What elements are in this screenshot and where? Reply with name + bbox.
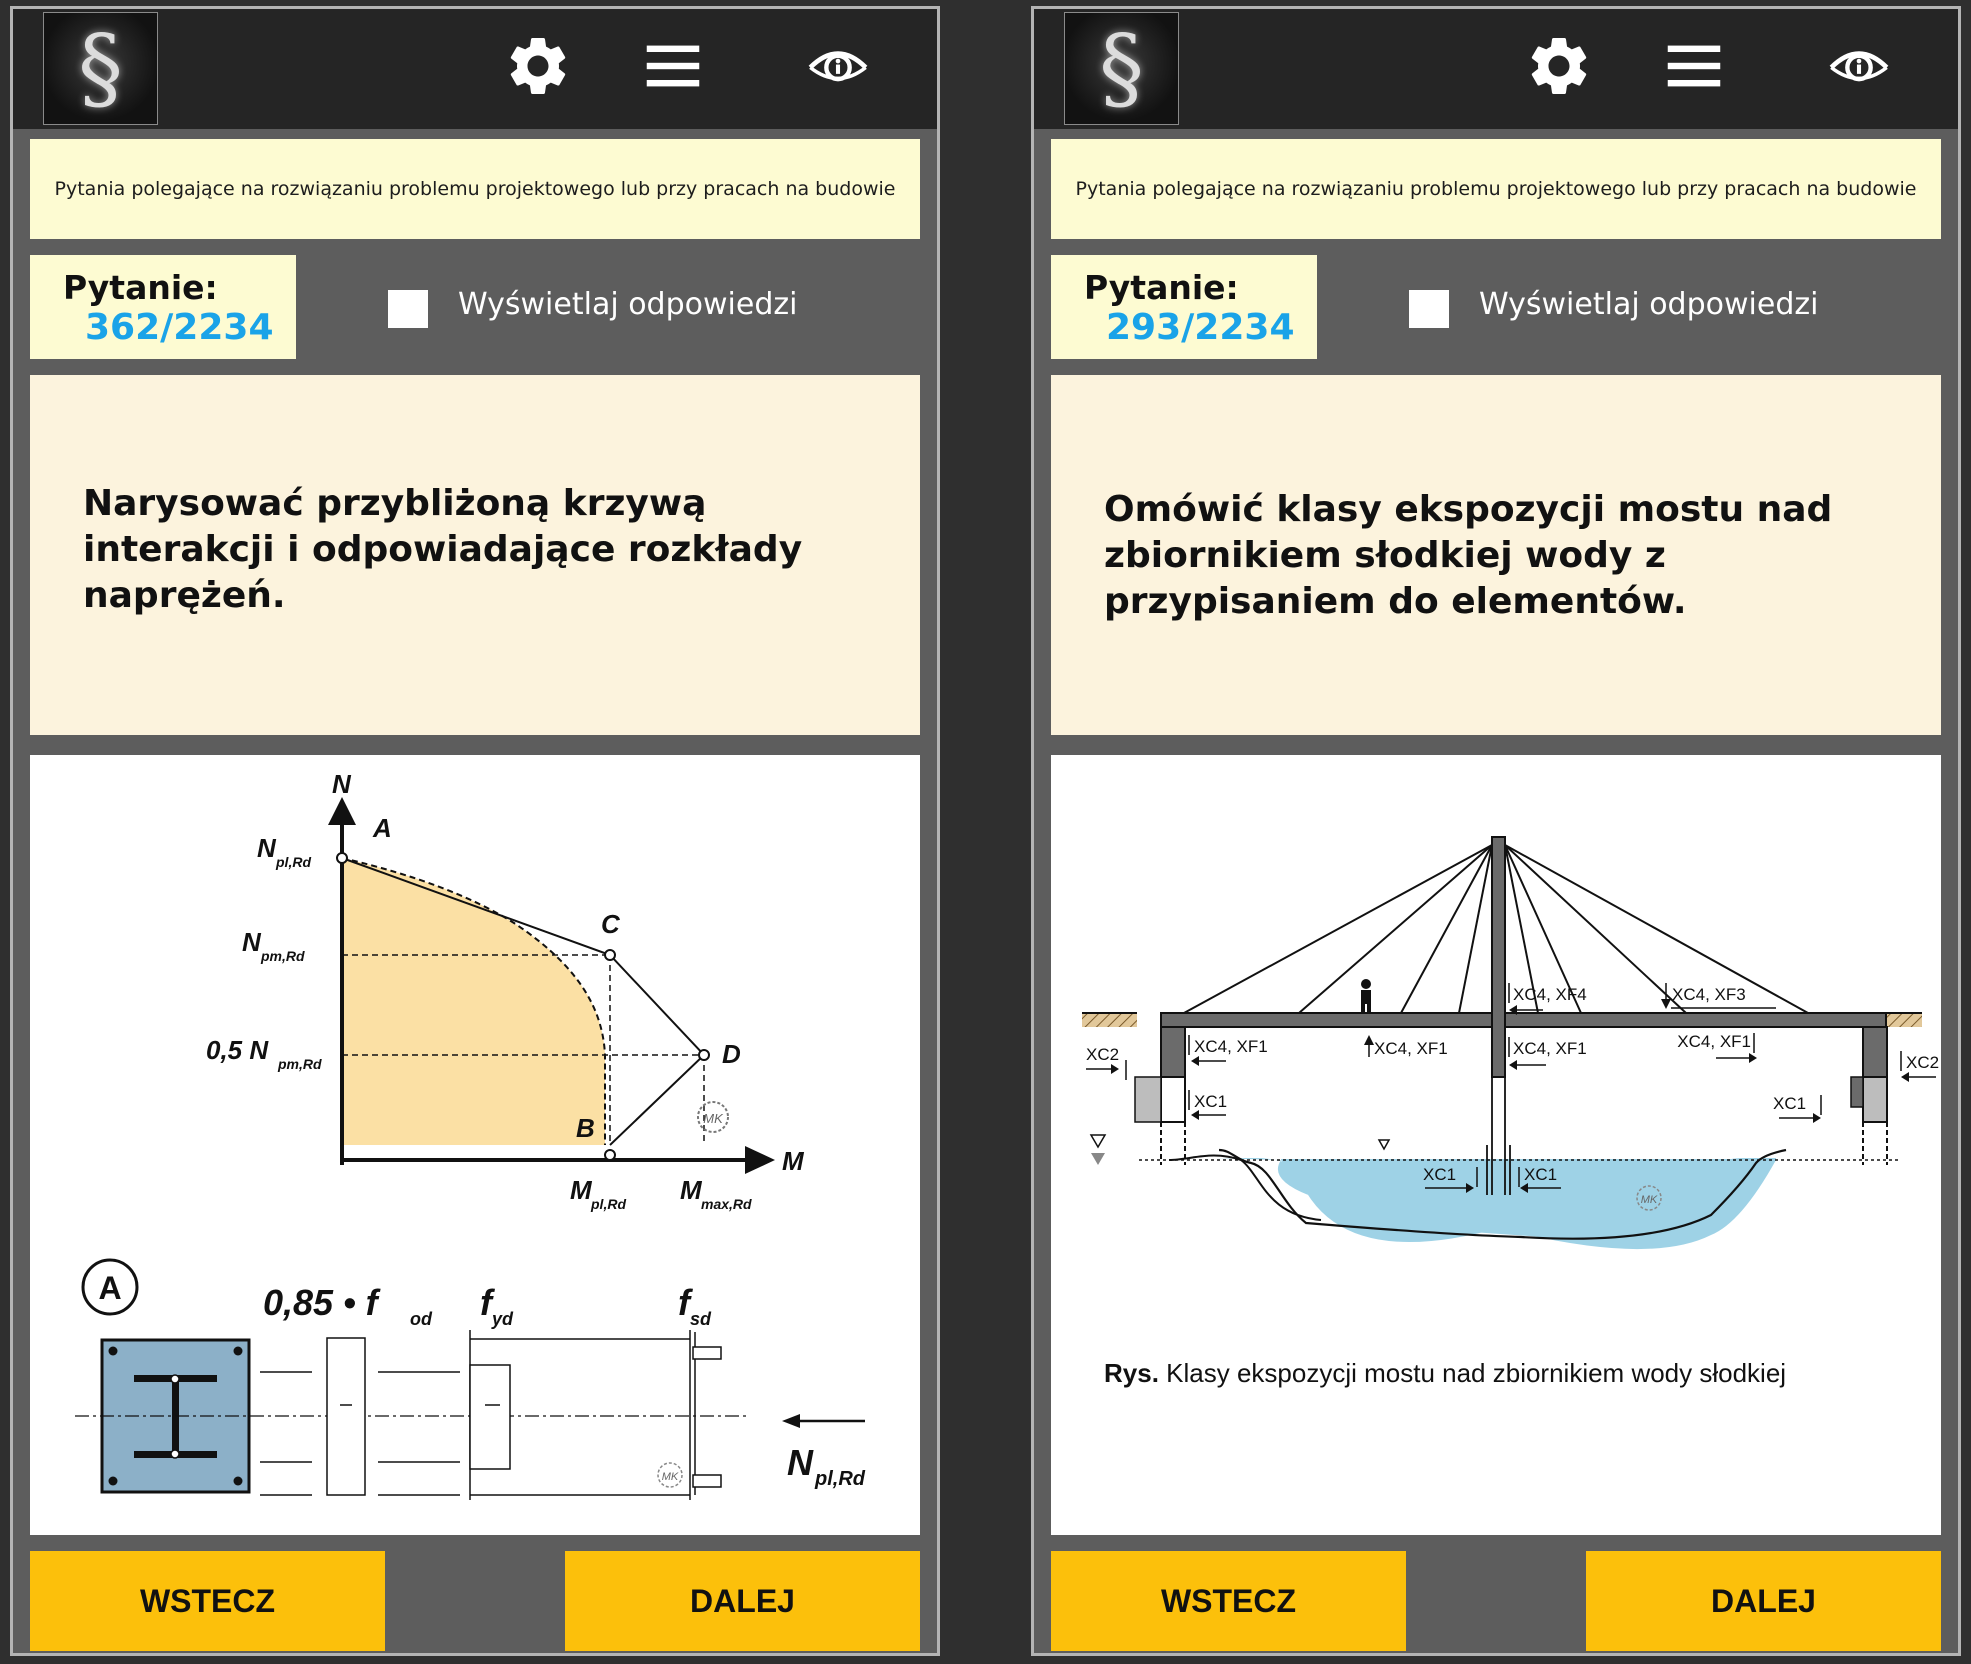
question-figure [1051,755,1941,1535]
figure-caption: Rys. Klasy ekspozycji mostu nad zbiornikiem wody słodkiej [1104,1358,1787,1388]
stress-distributions [260,1330,721,1500]
question-label: Pytanie: [1084,268,1239,307]
question-label: Pytanie: [63,268,218,307]
question-panel [1051,375,1941,735]
point-c-label: C [601,909,620,939]
f-sd-label: f [678,1282,690,1323]
label-abutment-right: XC2 [1906,1053,1940,1072]
watermark: MK [1640,1194,1658,1206]
bridge-deck [1161,1013,1886,1027]
point-d-label: D [722,1039,741,1069]
n-pm-sub: pm,Rd [261,948,305,964]
f-sd-sub: sd [690,1309,712,1329]
top-bar [13,9,937,129]
next-button[interactable]: DALEJ [1586,1551,1941,1651]
interaction-area [342,858,605,1145]
n-half-label: 0,5 N [206,1035,269,1065]
category-banner: Pytania polegające na rozwiązaniu problemu projektowego lub przy pracach na budowie [1051,139,1941,239]
pylon [1492,837,1505,1077]
show-answers-checkbox[interactable] [1409,290,1449,328]
gear-icon[interactable] [1524,31,1594,101]
m-pl-label: M [570,1175,592,1205]
label-deck-right: XC4, XF1 [1677,1032,1751,1051]
question-number: 362/2234 [85,307,274,348]
label-cable-right: XC4, XF3 [1672,985,1746,1004]
top-bar [1034,9,1958,129]
gear-icon[interactable] [503,31,573,101]
menu-icon[interactable] [638,31,708,101]
f-od-sub: od [410,1309,432,1329]
eye-info-icon[interactable] [803,31,873,101]
n-force-sub: pl,Rd [815,1468,865,1490]
next-button[interactable]: DALEJ [565,1551,920,1651]
point-b-label: B [576,1113,595,1143]
n-pl-sub: pl,Rd [276,854,311,870]
back-button[interactable]: WSTECZ [1051,1551,1406,1651]
label-pylon-left: XC1 [1423,1165,1457,1184]
label-deck-mid: XC4, XF1 [1374,1039,1448,1058]
watermark: MK [703,1111,723,1126]
section-marker: A [98,1270,122,1306]
label-wall-left: XC1 [1194,1092,1228,1111]
axis-m-label: M [782,1146,804,1176]
n-force-label: N [787,1442,813,1483]
question-counter [1051,255,1317,359]
label-deck-pylon: XC4, XF1 [1513,1039,1587,1058]
label-deck-left: XC4, XF1 [1194,1037,1268,1056]
f-od-label: 0,85 • f [263,1282,378,1323]
question-counter [30,255,296,359]
question-figure [30,755,920,1535]
paragraph-icon: § [78,15,123,121]
n-half-sub: pm,Rd [278,1056,322,1072]
show-answers-checkbox[interactable] [388,290,428,328]
category-banner: Pytania polegające na rozwiązaniu problemu projektowego lub przy pracach na budowie [30,139,920,239]
question-number: 293/2234 [1106,307,1295,348]
n-pl-label: N [257,833,276,863]
app-logo[interactable] [1064,12,1179,125]
m-max-label: M [680,1175,702,1205]
back-button[interactable]: WSTECZ [30,1551,385,1651]
show-answers-label[interactable]: Wyświetlaj odpowiedzi [458,287,798,322]
show-answers-label[interactable]: Wyświetlaj odpowiedzi [1479,287,1819,322]
label-cable-left: XC4, XF4 [1513,985,1587,1004]
eye-info-icon[interactable] [1824,31,1894,101]
person-icon [1361,979,1371,1013]
m-max-sub: max,Rd [701,1196,752,1212]
menu-icon[interactable] [1659,31,1729,101]
bridge-diagram [1051,755,1941,1535]
question-text: Narysować przybliżoną krzywą interakcji i odpowiadające rozkłady naprężeń. [83,483,803,616]
point-a-label: A [373,813,392,843]
m-pl-sub: pl,Rd [591,1196,626,1212]
label-pylon-right: XC1 [1524,1165,1558,1184]
interaction-diagram [30,755,920,1535]
watermark-2: MK [661,1471,679,1483]
label-abutment-left: XC2 [1086,1045,1120,1064]
axis-n-label: N [332,769,351,799]
app-screen-right [1031,6,1961,1656]
question-panel [30,375,920,735]
f-yd-sub: yd [492,1309,514,1329]
app-screen-left [10,6,940,1656]
paragraph-icon: § [1099,15,1144,121]
f-yd-label: f [480,1282,492,1323]
label-wall-right: XC1 [1773,1094,1807,1113]
question-text: Omówić klasy ekspozycji mostu nad zbiornikiem słodkiej wody z przypisaniem do elementów. [1104,489,1833,622]
n-pm-label: N [242,927,261,957]
app-logo[interactable] [43,12,158,125]
